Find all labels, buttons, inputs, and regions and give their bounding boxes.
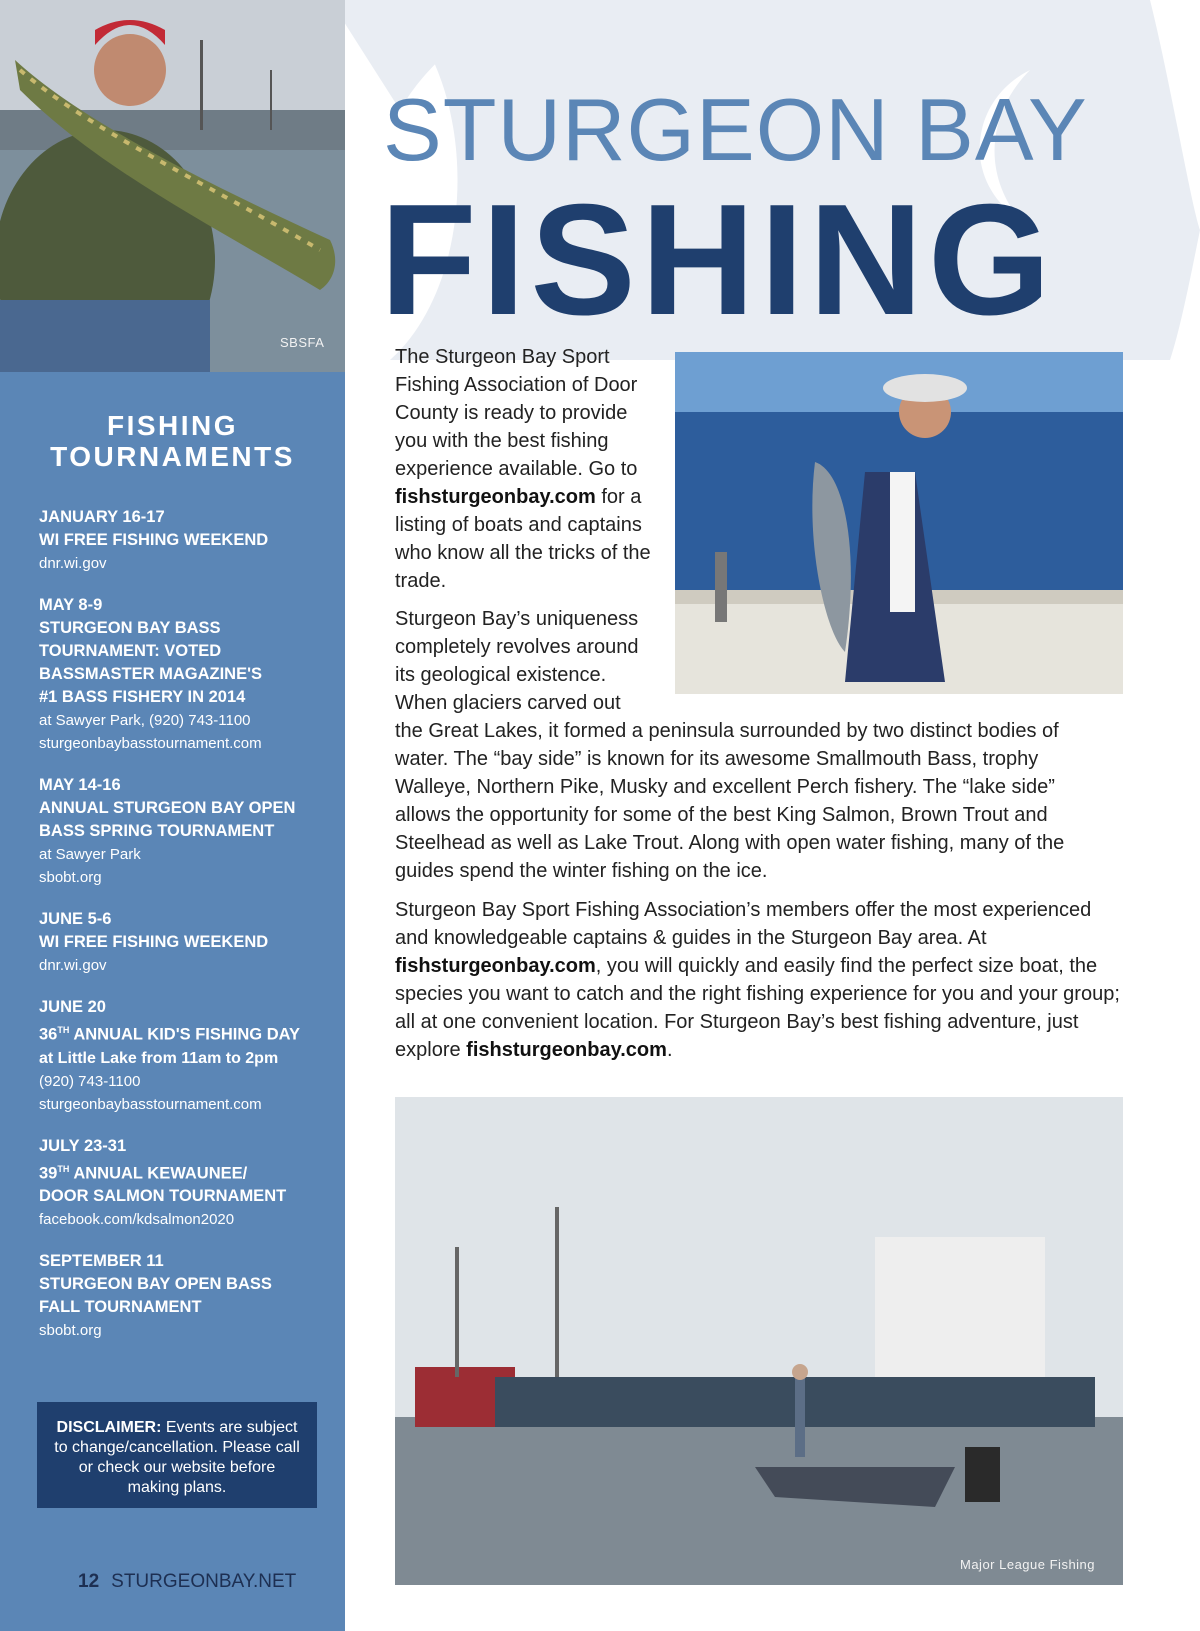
event-link[interactable]: facebook.com/kdsalmon2020 xyxy=(39,1211,235,1228)
photo-bass-boat-and-freighter xyxy=(395,1097,1123,1585)
site-name[interactable]: STURGEONBAY.NET xyxy=(111,1571,297,1592)
website-link[interactable]: fishsturgeonbay.com xyxy=(466,1039,667,1061)
article-paragraph: Sturgeon Bay’s uniqueness completely revolves around its geological existence. When glaciers carved out xyxy=(395,608,639,714)
article-paragraph: the Great Lakes, it formed a peninsula surrounded by two distinct bodies of water. The “bay side” is known for its awesome Smallmouth Bass, trophy Walleye, Northern Pike, Musky and excellent Perch fishery. The “lake side” allows the opportunity for some of the best King Salmon, Brown Trout and Steelhead as well as Lake Trout. Along with open water fishing, many of the guides spend the winter fishing on the ice. xyxy=(395,720,1065,882)
photo-angler-with-pike xyxy=(0,0,345,372)
event-title: BASS SPRING TOURNAMENT xyxy=(39,822,275,840)
event-item xyxy=(39,996,339,1116)
event-link[interactable]: sturgeonbaybasstournament.com xyxy=(39,735,262,752)
article-paragraph: The Sturgeon Bay Sport Fishing Association of Door County is ready to provide you with the best fishing experience available. Go to fishsturgeonbay.com for a listing of boats and captains who know all the tricks of the trade. xyxy=(395,346,651,592)
website-link[interactable]: fishsturgeonbay.com xyxy=(395,486,596,508)
website-link[interactable]: fishsturgeonbay.com xyxy=(395,955,596,977)
event-title: ANNUAL STURGEON BAY OPEN xyxy=(39,799,296,817)
article-paragraph: Sturgeon Bay Sport Fishing Association’s members offer the most experienced and knowledgeable captains & guides in the Sturgeon Bay area. At fishsturgeonbay.com, you will quickly and easily find the perfect size boat, the species you want to catch and the right fishing experience for you and your group; all at one convenient location. For Sturgeon Bay’s best fishing adventure, just explore fishsturgeonbay.com. xyxy=(395,899,1120,1061)
event-date: MAY 8-9 xyxy=(39,596,103,614)
event-title: FALL TOURNAMENT xyxy=(39,1298,202,1316)
event-item xyxy=(39,1135,339,1232)
event-title: BASSMASTER MAGAZINE'S xyxy=(39,665,263,683)
page-title-line1: STURGEON BAY xyxy=(383,80,1088,179)
event-title: 36TH ANNUAL KID'S FISHING DAY xyxy=(39,1025,301,1044)
event-phone: (920) 743-1100 xyxy=(39,1072,141,1090)
event-item xyxy=(39,1250,339,1342)
event-item xyxy=(39,774,339,889)
event-location: at Sawyer Park, (920) 743-1100 xyxy=(39,712,251,729)
event-title: STURGEON BAY BASS xyxy=(39,619,221,637)
event-title: STURGEON BAY OPEN BASS xyxy=(39,1275,272,1293)
event-date: SEPTEMBER 11 xyxy=(39,1252,164,1270)
event-link[interactable]: sturgeonbaybasstournament.com xyxy=(39,1095,262,1113)
page-title-line2: FISHING xyxy=(380,172,1056,348)
disclaimer-box: DISCLAIMER: Events are subject to change/cancellation. Please call or check our website before making plans. xyxy=(37,1402,317,1508)
page-footer xyxy=(78,1571,296,1593)
event-title: TOURNAMENT: VOTED xyxy=(39,642,222,660)
event-date: JANUARY 16-17 xyxy=(39,508,165,526)
page-number: 12 xyxy=(78,1571,100,1592)
sidebar-heading: FISHING TOURNAMENTS xyxy=(50,410,295,472)
photo-credit-bottom: Major League Fishing xyxy=(960,1557,1096,1572)
event-title: 39TH ANNUAL KEWAUNEE/ xyxy=(39,1163,248,1182)
event-link[interactable]: sbobt.org xyxy=(39,1322,102,1339)
event-date: JUNE 5-6 xyxy=(39,910,112,928)
event-item xyxy=(39,908,339,977)
tournament-list xyxy=(39,506,339,1361)
event-item xyxy=(39,506,339,575)
event-title: WI FREE FISHING WEEKEND xyxy=(39,531,269,549)
photo-credit-top: SBSFA xyxy=(280,335,325,350)
event-title: #1 BASS FISHERY IN 2014 xyxy=(39,688,246,706)
event-title: DOOR SALMON TOURNAMENT xyxy=(39,1187,287,1205)
event-link[interactable]: sbobt.org xyxy=(39,869,102,886)
event-location: at Little Lake from 11am to 2pm xyxy=(39,1049,279,1067)
event-item xyxy=(39,594,339,755)
photo-woman-with-salmon xyxy=(675,352,1123,694)
event-location: at Sawyer Park xyxy=(39,846,141,863)
event-date: JULY 23-31 xyxy=(39,1136,127,1155)
event-link[interactable]: dnr.wi.gov xyxy=(39,555,107,572)
event-date: MAY 14-16 xyxy=(39,776,121,794)
event-link[interactable]: dnr.wi.gov xyxy=(39,957,107,974)
event-title: WI FREE FISHING WEEKEND xyxy=(39,933,269,951)
event-date: JUNE 20 xyxy=(39,998,106,1016)
